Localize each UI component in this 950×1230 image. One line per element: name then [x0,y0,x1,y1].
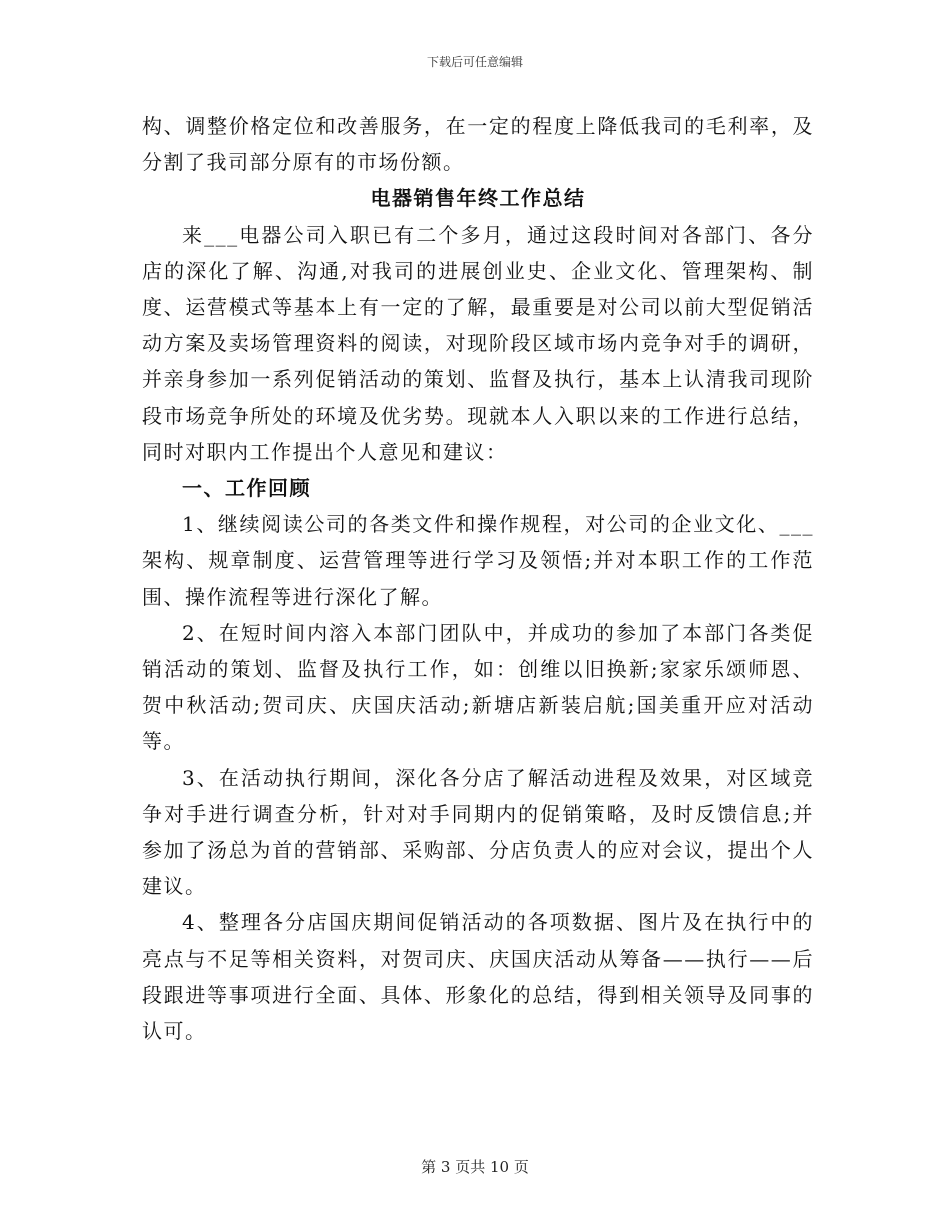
intro-paragraph: 来___电器公司入职已有二个多月，通过这段时间对各部门、各分店的深化了解、沟通,对我司的进展创业史、企业文化、管理架构、制度、运营模式等基本上有一定的了解，最重要是对公司以前大型促销活动方案及卖场管理资料的阅读，对现阶段区域市场内竞争对手的调研，并亲身参加一系列促销活动的策划、监督及执行，基本上认清我司现阶段市场竞争所处的环境及优劣势。现就本人入职以来的工作进行总结，同时对职内工作提出个人意见和建议： [142,222,814,464]
list-item: 1、继续阅读公司的各类文件和操作规程，对公司的企业文化、___架构、规章制度、运营管理等进行学习及领悟;并对本职工作的工作范围、操作流程等进行深化了解。 [142,512,814,609]
section-heading: 一、工作回顾 [182,476,311,501]
page-header-note: 下载后可任意编辑 [426,55,523,69]
document-body [142,108,814,1049]
continuation-paragraph: 构、调整价格定位和改善服务，在一定的程度上降低我司的毛利率，及分割了我司部分原有的市场份额。 [142,114,814,175]
page-number: 第 3 页共 10 页 [421,1158,529,1176]
list-item: 2、在短时间内溶入本部门团队中，并成功的参加了本部门各类促销活动的策划、监督及执行工作，如：创维以旧换新;家家乐颂师恩、贺中秋活动;贺司庆、庆国庆活动;新塘店新装启航;国美重开应对活动等。 [142,620,814,754]
list-item: 4、整理各分店国庆期间促销活动的各项数据、图片及在执行中的亮点与不足等相关资料，对贺司庆、庆国庆活动从筹备——执行——后段跟进等事项进行全面、具体、形象化的总结，得到相关领导及同事的认可。 [142,910,814,1044]
list-item: 3、在活动执行期间，深化各分店了解活动进程及效果，对区域竞争对手进行调查分析，针对对手同期内的促销策略，及时反馈信息;并参加了汤总为首的营销部、采购部、分店负责人的应对会议，提出个人建议。 [142,765,814,899]
document-title: 电器销售年终工作总结 [370,186,586,211]
